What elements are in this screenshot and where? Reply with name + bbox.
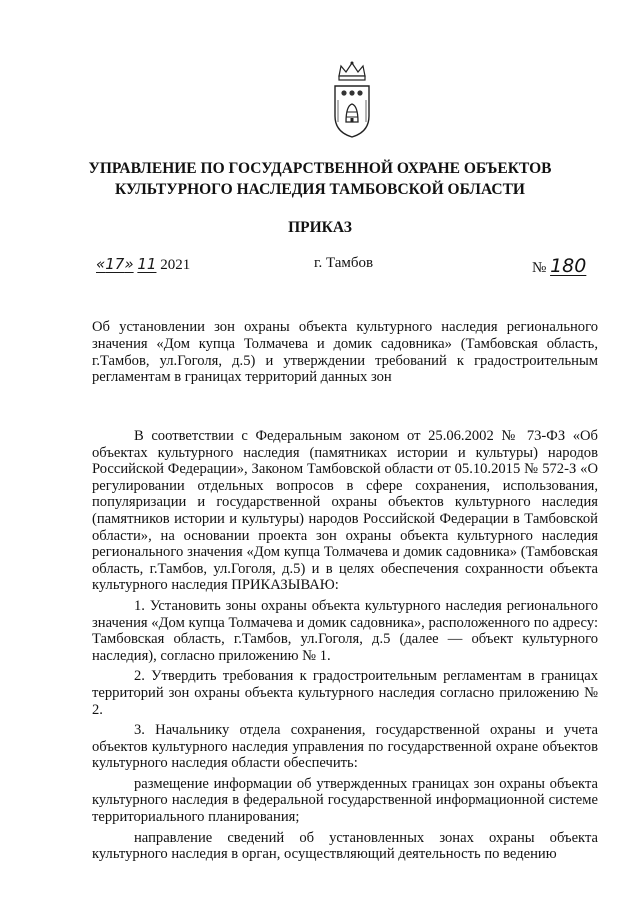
date-month: 11 [137, 255, 157, 273]
order-subject: Об установлении зон охраны объекта культурного наследия регионального значения «Дом купца Толмачева и домик садовника» (Тамбовская область, г.Тамбов, ул.Гоголя, д.5) и утверждении требований к градостроительным регламентам в границах территорий данных зон [92, 319, 598, 386]
order-city: г. Тамбов [314, 255, 374, 271]
date-open-quote: « [96, 255, 106, 273]
organization-title [0, 158, 640, 200]
order-date [96, 255, 190, 274]
order-item-2: 2. Утвердить требования к градостроительным регламентам в границах территорий зон охраны объекта культурного наследия согласно приложению № 2. [92, 668, 598, 718]
order-item-3: 3. Начальнику отдела сохранения, государственной охраны и учета объектов культурного наследия управления по государственной охране объектов культурного наследия области обеспечить: [92, 722, 598, 772]
number-value: 180 [550, 255, 587, 277]
document-type: ПРИКАЗ [288, 219, 352, 236]
date-day: 17 [105, 255, 125, 273]
order-item-3-subitem-b: направление сведений об установленных зонах охраны объекта культурного наследия в орган, осуществляющий деятельность по ведению [92, 829, 598, 863]
number-prefix: № [532, 260, 547, 276]
order-number [532, 255, 586, 277]
organization-title-line2: КУЛЬТУРНОГО НАСЛЕДИЯ ТАМБОВСКОЙ ОБЛАСТИ [115, 181, 525, 198]
date-close-quote: » [124, 255, 134, 273]
coat-of-arms-icon [327, 60, 377, 140]
order-item-3-subitem-a: размещение информации об утвержденных границах зон охраны объекта культурного наследия в федеральной государственной информационной системе территориального планирования; [92, 775, 598, 826]
organization-title-line1: УПРАВЛЕНИЕ ПО ГОСУДАРСТВЕННОЙ ОХРАНЕ ОБЪЕКТОВ [88, 160, 552, 177]
order-body [92, 428, 598, 867]
preamble-paragraph: В соответствии с Федеральным законом от 25.06.2002 № 73-ФЗ «Об объектах культурного наследия (памятниках истории и культуры) народов Российской Федерации», Законом Тамбовской области от 05.10.2015 № 572-З «О регулировании отдельных вопросов в сфере сохранения, использования, популяризации и государственной охраны объектов культурного наследия (памятников истории и культуры) народов Российской Федерации в Тамбовской области», на основании проекта зон охраны объекта культурного наследия регионального значения «Дом купца Толмачева и домик садовника» (Тамбовская область, г.Тамбов, ул.Гоголя, д.5) и в целях обеспечения сохранности объекта культурного наследия ПРИКАЗЫВАЮ: [92, 428, 598, 594]
order-item-1: 1. Установить зоны охраны объекта культурного наследия регионального значения «Дом купца Толмачева и домик садовника», расположенного по адресу: Тамбовская область, г.Тамбов, ул.Гоголя, д.5 (далее — объект культурного наследия), согласно приложению № 1. [92, 597, 598, 664]
date-year: 2021 [160, 257, 191, 273]
